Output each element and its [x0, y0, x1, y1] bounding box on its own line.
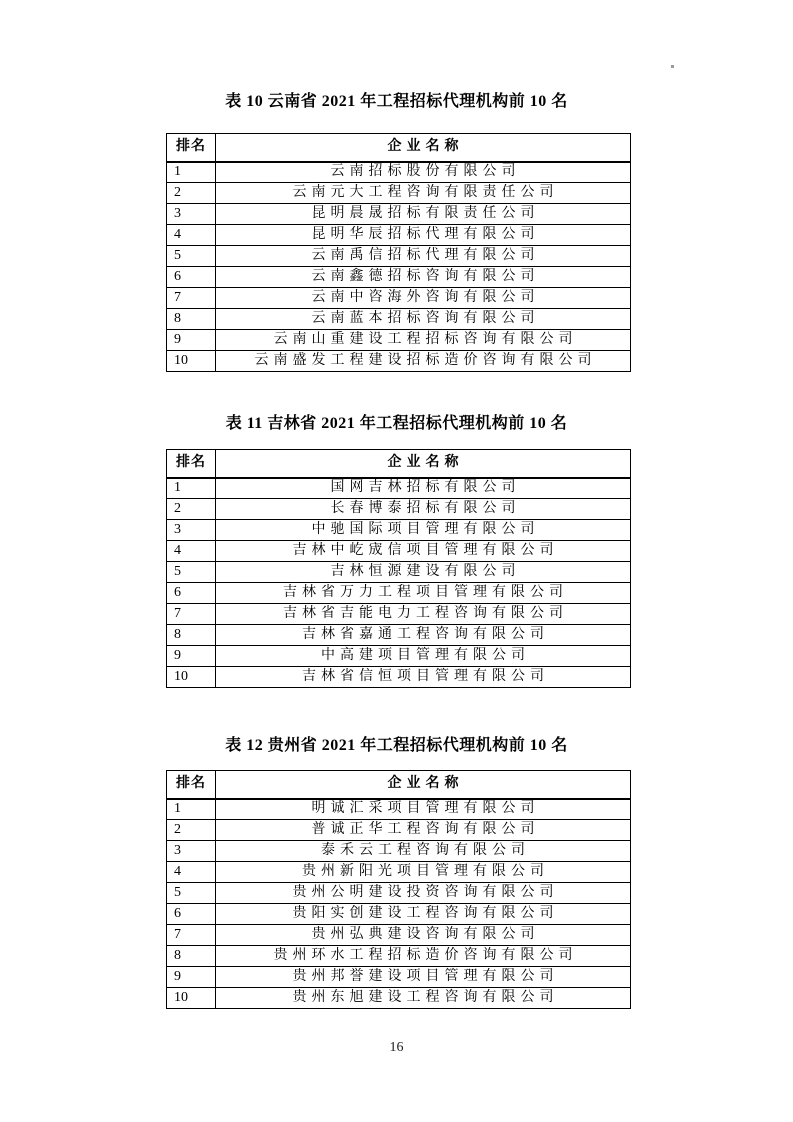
rank-cell: 6: [167, 267, 216, 288]
header-row: [167, 134, 631, 162]
table-row: [167, 267, 631, 288]
scan-artifact-dot: [671, 65, 674, 68]
company-name-cell: 中高建项目管理有限公司: [216, 646, 631, 667]
company-name-cell: 普诚正华工程咨询有限公司: [216, 820, 631, 841]
table-row: [167, 583, 631, 604]
company-name-cell: 昆明晨晟招标有限责任公司: [216, 204, 631, 225]
company-name-cell: 昆明华辰招标代理有限公司: [216, 225, 631, 246]
company-name-cell: 国网吉林招标有限公司: [216, 478, 631, 499]
table-row: [167, 204, 631, 225]
rank-cell: 4: [167, 862, 216, 883]
table-12-title: 表 12 贵州省 2021 年工程招标代理机构前 10 名: [225, 737, 568, 754]
company-name-cell: 贵阳实创建设工程咨询有限公司: [216, 904, 631, 925]
company-header-cell: 企业名称: [216, 134, 631, 162]
company-name-cell: 吉林省信恒项目管理有限公司: [216, 667, 631, 688]
rank-cell: 7: [167, 925, 216, 946]
company-name-cell: 云南中咨海外咨询有限公司: [216, 288, 631, 309]
company-name-cell: 吉林省嘉通工程咨询有限公司: [216, 625, 631, 646]
rank-cell: 2: [167, 183, 216, 204]
rank-cell: 3: [167, 841, 216, 862]
rank-cell: 6: [167, 583, 216, 604]
table-12-guizhou: [166, 770, 631, 1009]
table-row: [167, 183, 631, 204]
table-row: [167, 988, 631, 1009]
rank-cell: 1: [167, 162, 216, 183]
company-name-cell: 泰禾云工程咨询有限公司: [216, 841, 631, 862]
rank-cell: 7: [167, 604, 216, 625]
table-row: [167, 646, 631, 667]
table-10-title: 表 10 云南省 2021 年工程招标代理机构前 10 名: [225, 93, 568, 110]
table-11-title: 表 11 吉林省 2021 年工程招标代理机构前 10 名: [225, 415, 568, 432]
company-name-cell: 云南元大工程咨询有限责任公司: [216, 183, 631, 204]
table-row: [167, 499, 631, 520]
table-row: [167, 225, 631, 246]
rank-cell: 2: [167, 499, 216, 520]
company-name-cell: 明诚汇采项目管理有限公司: [216, 799, 631, 820]
table-row: [167, 162, 631, 183]
company-name-cell: 吉林中屹宬信项目管理有限公司: [216, 541, 631, 562]
page-number: 16: [389, 1040, 404, 1055]
table-row: [167, 625, 631, 646]
table-row: [167, 562, 631, 583]
table-row: [167, 330, 631, 351]
header-row: [167, 450, 631, 478]
rank-cell: 4: [167, 225, 216, 246]
rank-cell: 9: [167, 967, 216, 988]
table-row: [167, 246, 631, 267]
company-header-cell: 企业名称: [216, 771, 631, 799]
rank-header-cell: 排名: [167, 450, 216, 478]
table-row: [167, 520, 631, 541]
table-11-jilin: [166, 449, 631, 688]
rank-cell: 1: [167, 478, 216, 499]
table-row: [167, 967, 631, 988]
company-name-cell: 吉林恒源建设有限公司: [216, 562, 631, 583]
table-row: [167, 309, 631, 330]
table-row: [167, 883, 631, 904]
table-row: [167, 862, 631, 883]
company-name-cell: 云南盛发工程建设招标造价咨询有限公司: [216, 351, 631, 372]
table-row: [167, 541, 631, 562]
company-name-cell: 贵州邦誉建设项目管理有限公司: [216, 967, 631, 988]
rank-cell: 5: [167, 562, 216, 583]
rank-cell: 7: [167, 288, 216, 309]
rank-cell: 10: [167, 988, 216, 1009]
table-10-yunnan: [166, 133, 631, 372]
rank-header-cell: 排名: [167, 134, 216, 162]
company-name-cell: 贵州新阳光项目管理有限公司: [216, 862, 631, 883]
company-name-cell: 贵州公明建设投资咨询有限公司: [216, 883, 631, 904]
table-row: [167, 604, 631, 625]
table-row: [167, 288, 631, 309]
company-name-cell: 吉林省吉能电力工程咨询有限公司: [216, 604, 631, 625]
table-row: [167, 946, 631, 967]
rank-cell: 8: [167, 309, 216, 330]
header-row: [167, 771, 631, 799]
rank-cell: 9: [167, 646, 216, 667]
rank-cell: 5: [167, 883, 216, 904]
rank-cell: 10: [167, 667, 216, 688]
rank-cell: 3: [167, 520, 216, 541]
table-row: [167, 841, 631, 862]
table-row: [167, 904, 631, 925]
rank-cell: 8: [167, 625, 216, 646]
company-name-cell: 贵州环水工程招标造价咨询有限公司: [216, 946, 631, 967]
company-name-cell: 长春博泰招标有限公司: [216, 499, 631, 520]
company-name-cell: 云南鑫德招标咨询有限公司: [216, 267, 631, 288]
table-row: [167, 478, 631, 499]
company-name-cell: 中驰国际项目管理有限公司: [216, 520, 631, 541]
rank-cell: 10: [167, 351, 216, 372]
rank-header-cell: 排名: [167, 771, 216, 799]
rank-cell: 4: [167, 541, 216, 562]
rank-cell: 9: [167, 330, 216, 351]
company-header-cell: 企业名称: [216, 450, 631, 478]
company-name-cell: 贵州东旭建设工程咨询有限公司: [216, 988, 631, 1009]
table-row: [167, 820, 631, 841]
rank-cell: 3: [167, 204, 216, 225]
rank-cell: 1: [167, 799, 216, 820]
company-name-cell: 云南蓝本招标咨询有限公司: [216, 309, 631, 330]
rank-cell: 2: [167, 820, 216, 841]
company-name-cell: 贵州弘典建设咨询有限公司: [216, 925, 631, 946]
rank-cell: 6: [167, 904, 216, 925]
rank-cell: 5: [167, 246, 216, 267]
table-row: [167, 799, 631, 820]
company-name-cell: 吉林省万力工程项目管理有限公司: [216, 583, 631, 604]
company-name-cell: 云南招标股份有限公司: [216, 162, 631, 183]
company-name-cell: 云南山重建设工程招标咨询有限公司: [216, 330, 631, 351]
table-row: [167, 925, 631, 946]
table-row: [167, 351, 631, 372]
company-name-cell: 云南禹信招标代理有限公司: [216, 246, 631, 267]
table-row: [167, 667, 631, 688]
rank-cell: 8: [167, 946, 216, 967]
